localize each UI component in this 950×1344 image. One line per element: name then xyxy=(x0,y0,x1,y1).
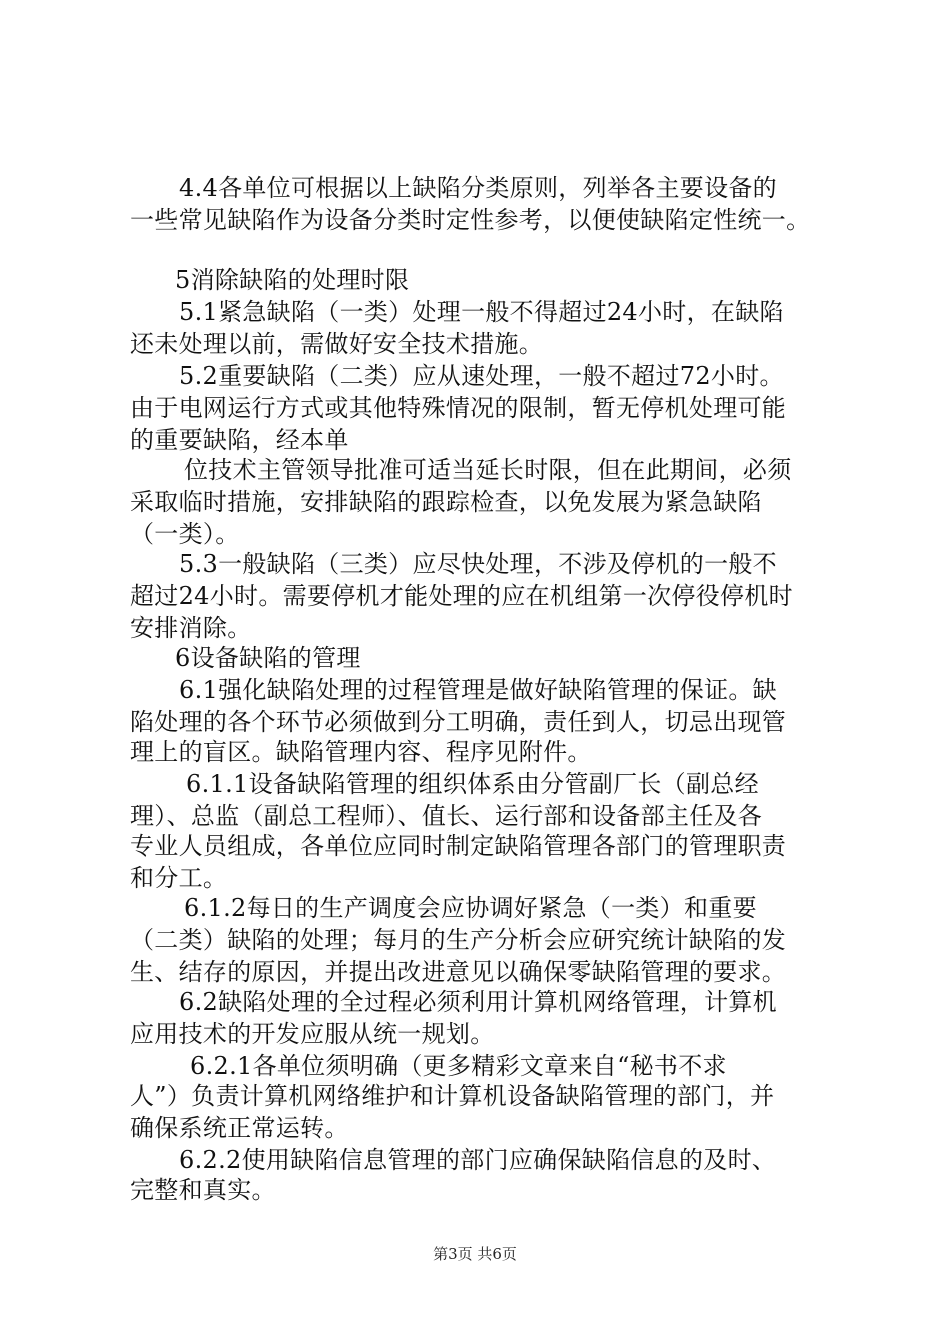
text-line: 5.2重要缺陷（二类）应从速处理，一般不超过72小时。 xyxy=(179,362,784,390)
text-line: 采取临时措施，安排缺陷的跟踪检查，以免发展为紧急缺陷 xyxy=(130,488,762,516)
text-line: 6.2缺陷处理的全过程必须利用计算机网络管理，计算机 xyxy=(179,988,777,1016)
text-line: 理）、总监（副总工程师）、值长、运行部和设备部主任及各 xyxy=(130,802,763,830)
text-line: 确保系统正常运转。 xyxy=(130,1114,349,1142)
page-number-footer: 第3页 共6页 xyxy=(433,1245,517,1263)
text-line: 6.1强化缺陷处理的过程管理是做好缺陷管理的保证。缺 xyxy=(179,676,777,704)
text-line: 生、结存的原因，并提出改进意见以确保零缺陷管理的要求。 xyxy=(130,958,787,986)
text-line: 6.1.1设备缺陷管理的组织体系由分管副厂长（副总经 xyxy=(186,770,759,798)
text-line: 4.4各单位可根据以上缺陷分类原则，列举各主要设备的 xyxy=(179,174,777,202)
text-line: 理上的盲区。缺陷管理内容、程序见附件。 xyxy=(130,738,592,766)
text-line: 超过24小时。需要停机才能处理的应在机组第一次停役停机时 xyxy=(130,582,793,610)
text-line: 由于电网运行方式或其他特殊情况的限制，暂无停机处理可能 xyxy=(130,394,787,422)
text-line: 安排消除。 xyxy=(130,614,252,642)
text-line: 人”）负责计算机网络维护和计算机设备缺陷管理的部门，并 xyxy=(130,1082,775,1110)
section-heading-6: 6设备缺陷的管理 xyxy=(175,644,361,672)
text-line: 专业人员组成，各单位应同时制定缺陷管理各部门的管理职责 xyxy=(130,832,787,860)
text-line: 6.2.2使用缺陷信息管理的部门应确保缺陷信息的及时、 xyxy=(179,1146,777,1174)
section-heading-5: 5消除缺陷的处理时限 xyxy=(175,266,410,294)
text-line: 5.1紧急缺陷（一类）处理一般不得超过24小时，在缺陷 xyxy=(179,298,784,326)
text-line: 一些常见缺陷作为设备分类时定性参考，以便使缺陷定性统一。 xyxy=(130,206,811,234)
text-line: 应用技术的开发应服从统一规划。 xyxy=(130,1020,495,1048)
text-line: 陷处理的各个环节必须做到分工明确，责任到人，切忌出现管 xyxy=(130,708,787,736)
text-line: 6.2.1各单位须明确（更多精彩文章来自“秘书不求 xyxy=(190,1052,727,1080)
text-line: 还未处理以前，需做好安全技术措施。 xyxy=(130,330,544,358)
text-line: 5.3一般缺陷（三类）应尽快处理，不涉及停机的一般不 xyxy=(179,550,777,578)
text-line: （二类）缺陷的处理；每月的生产分析会应研究统计缺陷的发 xyxy=(130,926,787,954)
text-line: 和分工。 xyxy=(130,864,228,892)
text-line: 6.1.2每日的生产调度会应协调好紧急（一类）和重要 xyxy=(184,894,757,922)
text-line: 位技术主管领导批准可适当延长时限，但在此期间，必须 xyxy=(184,456,792,484)
text-line: （一类）。 xyxy=(130,520,240,548)
text-line: 完整和真实。 xyxy=(130,1176,276,1204)
text-line: 的重要缺陷，经本单 xyxy=(130,426,349,454)
